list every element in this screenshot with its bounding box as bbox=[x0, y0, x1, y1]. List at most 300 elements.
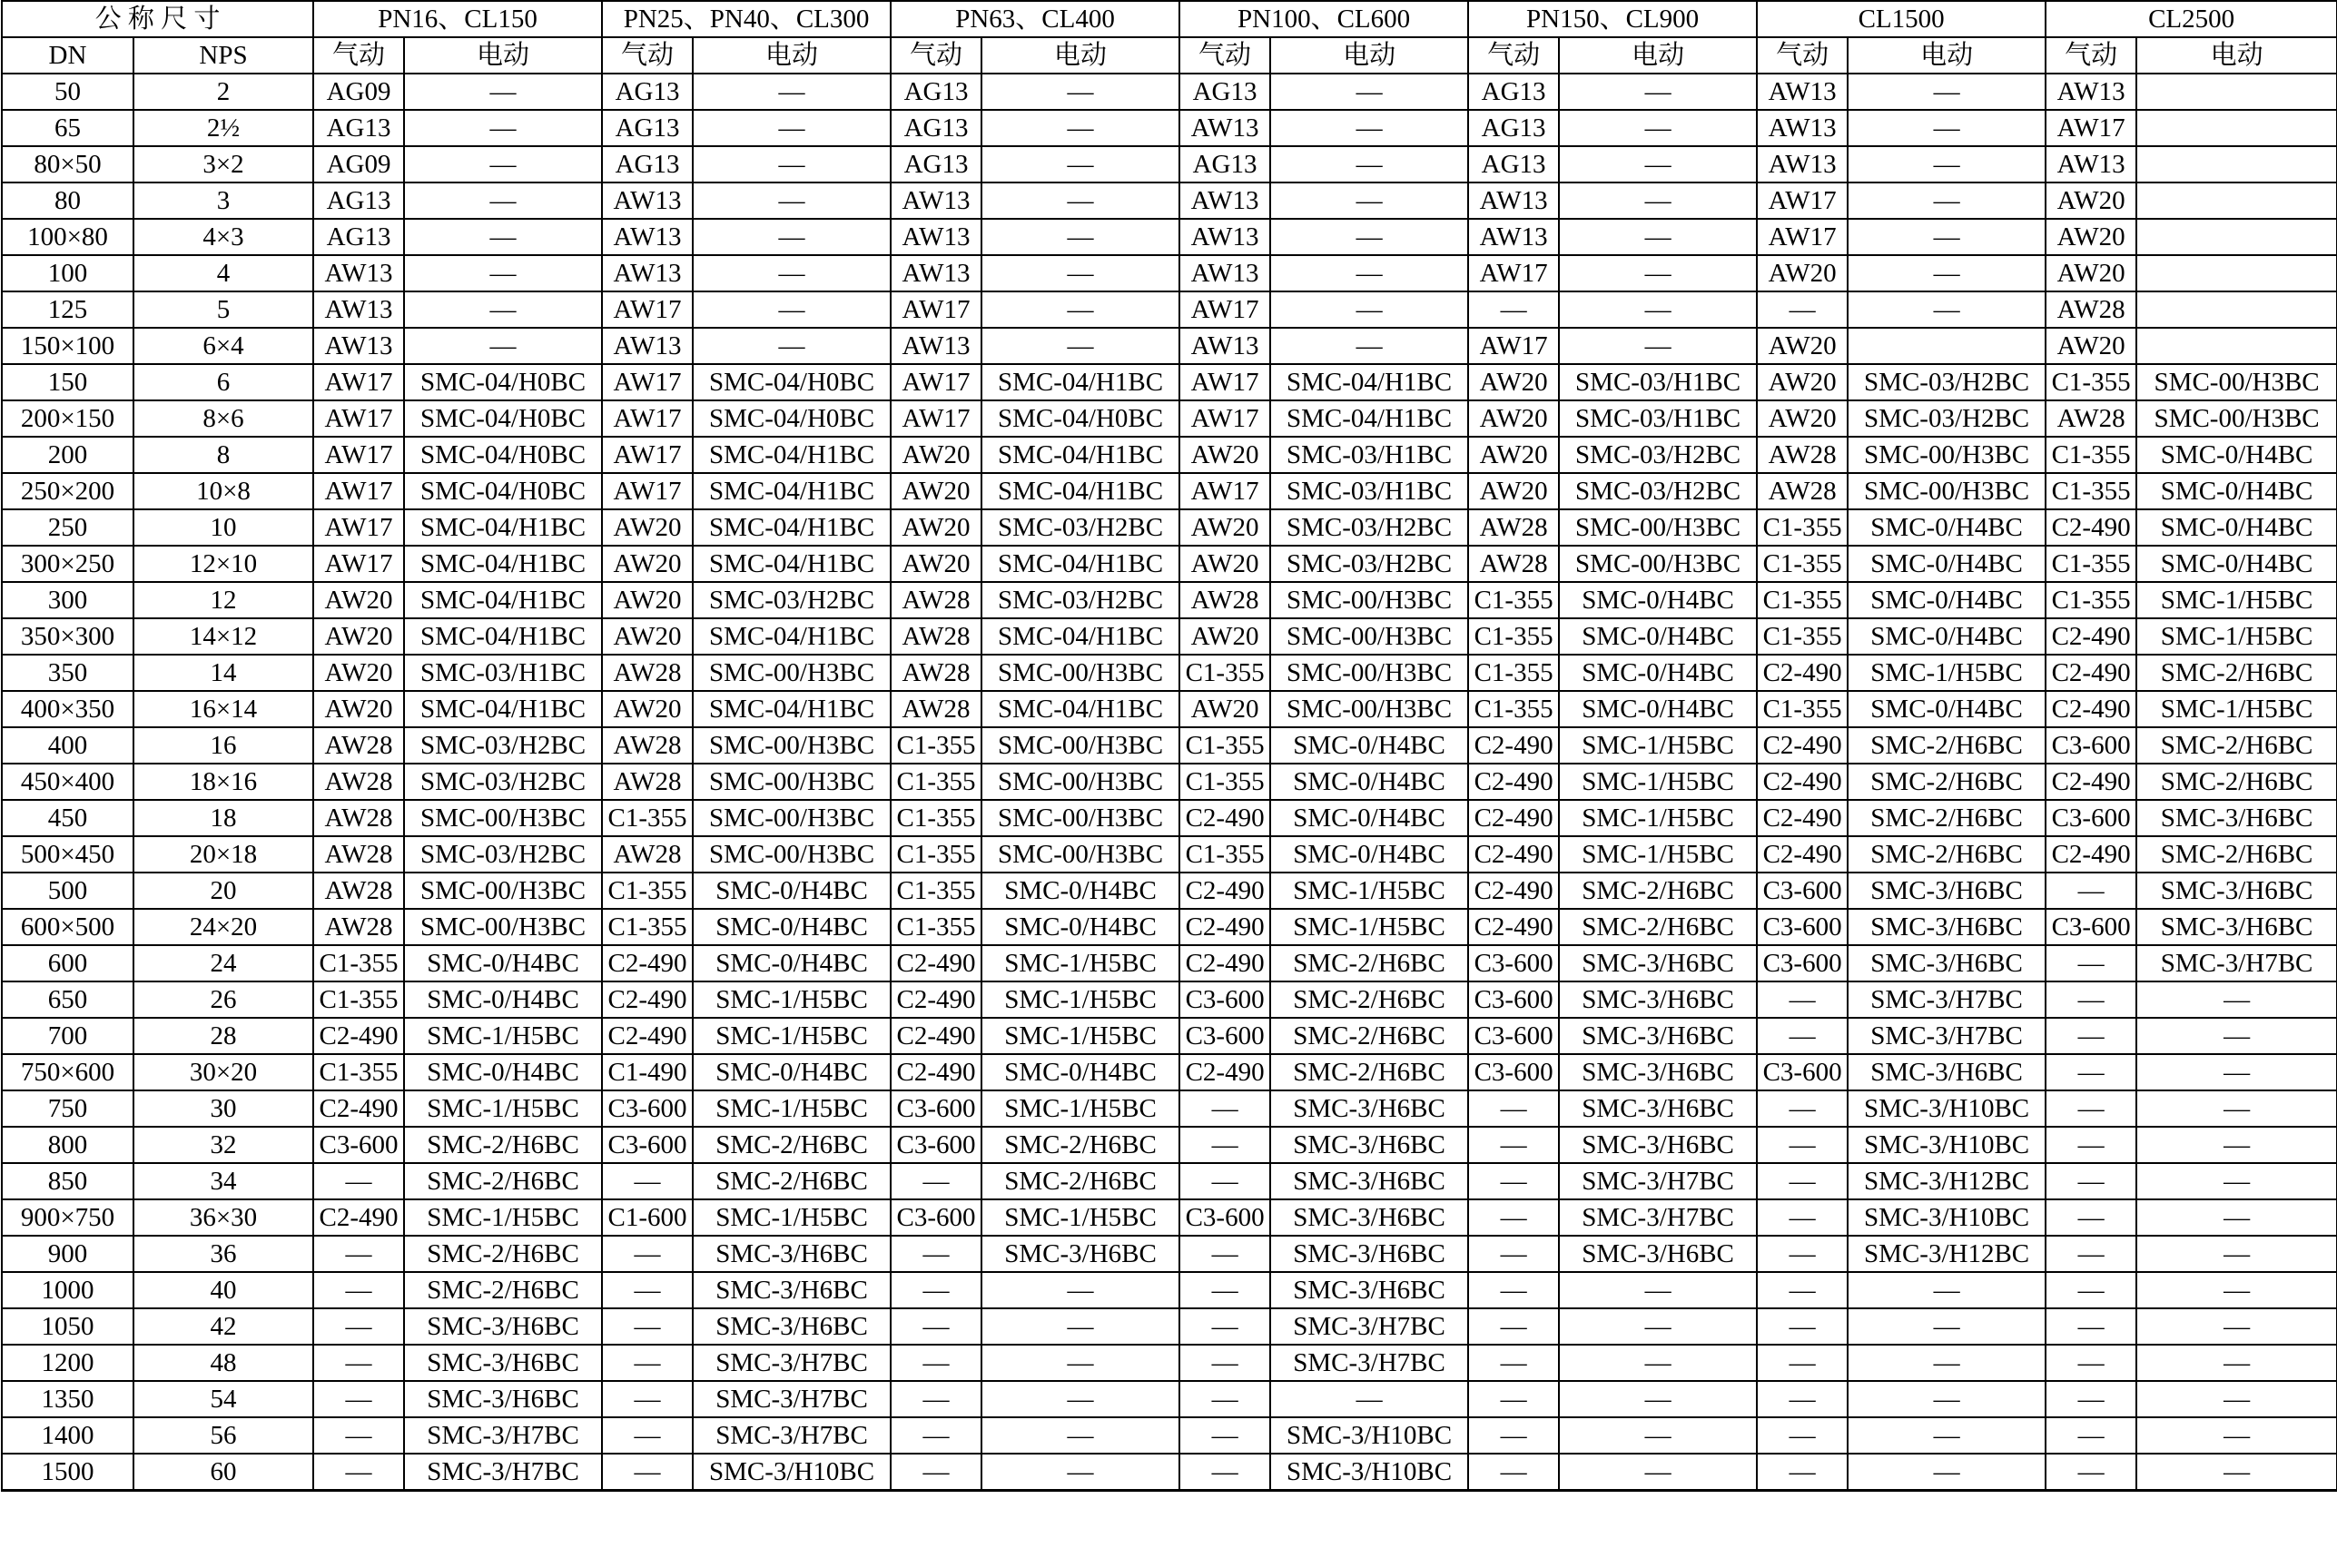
table-row bbox=[2, 437, 2337, 473]
table-row bbox=[2, 945, 2337, 981]
pneumatic-header: 气动 bbox=[313, 37, 404, 74]
electric-model-cell: — bbox=[1270, 146, 1468, 182]
electric-model-cell: SMC-3/H6BC bbox=[1848, 909, 2046, 945]
nps-cell: 12 bbox=[133, 582, 313, 618]
pneumatic-model-cell: C1-355 bbox=[1468, 655, 1559, 691]
pneumatic-model-cell: C2-490 bbox=[1468, 764, 1559, 800]
electric-model-cell: — bbox=[981, 146, 1179, 182]
nps-cell: 2 bbox=[133, 74, 313, 110]
electric-model-cell: SMC-2/H6BC bbox=[1270, 1054, 1468, 1090]
electric-model-cell: SMC-00/H3BC bbox=[404, 909, 602, 945]
dn-cell: 250 bbox=[2, 509, 133, 546]
electric-model-cell: — bbox=[981, 1345, 1179, 1381]
electric-model-cell: SMC-3/H6BC bbox=[2136, 909, 2337, 945]
pneumatic-model-cell: C3-600 bbox=[891, 1090, 981, 1127]
electric-model-cell: — bbox=[693, 182, 891, 219]
pneumatic-model-cell: AW13 bbox=[1179, 219, 1270, 255]
electric-model-cell: SMC-2/H6BC bbox=[1848, 727, 2046, 764]
electric-model-cell: SMC-3/H10BC bbox=[1848, 1127, 2046, 1163]
dn-cell: 800 bbox=[2, 1127, 133, 1163]
electric-model-cell: — bbox=[2136, 1018, 2337, 1054]
pneumatic-model-cell: AW20 bbox=[602, 509, 693, 546]
electric-model-cell: SMC-04/H1BC bbox=[693, 691, 891, 727]
pneumatic-model-cell: C1-355 bbox=[1179, 836, 1270, 873]
electric-model-cell: SMC-3/H10BC bbox=[1270, 1454, 1468, 1491]
electric-model-cell: — bbox=[1559, 1308, 1757, 1345]
dn-cell: 80×50 bbox=[2, 146, 133, 182]
electric-model-cell: SMC-3/H6BC bbox=[693, 1308, 891, 1345]
electric-model-cell: — bbox=[981, 1417, 1179, 1454]
pneumatic-model-cell: C2-490 bbox=[1468, 800, 1559, 836]
pneumatic-model-cell: AW20 bbox=[891, 473, 981, 509]
electric-model-cell: SMC-3/H7BC bbox=[2136, 945, 2337, 981]
nps-cell: 30×20 bbox=[133, 1054, 313, 1090]
pneumatic-model-cell: — bbox=[1468, 1417, 1559, 1454]
pneumatic-model-cell: C1-355 bbox=[1757, 618, 1848, 655]
pneumatic-model-cell: — bbox=[1757, 1381, 1848, 1417]
pneumatic-model-cell: AW20 bbox=[2046, 328, 2136, 364]
electric-model-cell: SMC-04/H1BC bbox=[981, 473, 1179, 509]
pneumatic-model-cell: C2-490 bbox=[2046, 618, 2136, 655]
electric-model-cell: — bbox=[981, 74, 1179, 110]
nps-cell: 54 bbox=[133, 1381, 313, 1417]
electric-model-cell: SMC-2/H6BC bbox=[1559, 873, 1757, 909]
class-header: PN25、PN40、CL300 bbox=[602, 1, 891, 37]
pneumatic-model-cell: C1-490 bbox=[602, 1054, 693, 1090]
pneumatic-model-cell: C1-355 bbox=[1468, 618, 1559, 655]
electric-model-cell: — bbox=[1848, 1454, 2046, 1491]
dn-cell: 850 bbox=[2, 1163, 133, 1199]
electric-model-cell: SMC-2/H6BC bbox=[981, 1127, 1179, 1163]
pneumatic-model-cell: — bbox=[602, 1381, 693, 1417]
pneumatic-model-cell: C2-490 bbox=[1757, 800, 1848, 836]
pneumatic-model-cell: C3-600 bbox=[602, 1090, 693, 1127]
electric-model-cell: SMC-2/H6BC bbox=[1848, 836, 2046, 873]
pneumatic-model-cell: AW20 bbox=[602, 691, 693, 727]
electric-model-cell: SMC-2/H6BC bbox=[2136, 727, 2337, 764]
electric-model-cell: — bbox=[2136, 1345, 2337, 1381]
pneumatic-model-cell: — bbox=[313, 1345, 404, 1381]
actuator-selection-table bbox=[1, 0, 2337, 1492]
class-header: CL1500 bbox=[1757, 1, 2046, 37]
electric-model-cell: SMC-1/H5BC bbox=[981, 1199, 1179, 1236]
table-row bbox=[2, 364, 2337, 400]
electric-model-cell: SMC-3/H7BC bbox=[693, 1417, 891, 1454]
electric-model-cell: SMC-3/H7BC bbox=[1559, 1163, 1757, 1199]
nps-cell: 60 bbox=[133, 1454, 313, 1491]
electric-model-cell: SMC-0/H4BC bbox=[693, 873, 891, 909]
electric-model-cell: SMC-2/H6BC bbox=[1848, 800, 2046, 836]
electric-model-cell: SMC-0/H4BC bbox=[1848, 582, 2046, 618]
pneumatic-model-cell: — bbox=[1468, 291, 1559, 328]
electric-model-cell: SMC-3/H12BC bbox=[1848, 1236, 2046, 1272]
pneumatic-model-cell: C1-355 bbox=[602, 873, 693, 909]
pneumatic-model-cell: AW28 bbox=[1757, 437, 1848, 473]
pneumatic-model-cell: AW20 bbox=[1179, 546, 1270, 582]
electric-model-cell: — bbox=[693, 328, 891, 364]
pneumatic-model-cell: — bbox=[1757, 1272, 1848, 1308]
electric-model-cell: — bbox=[693, 146, 891, 182]
electric-model-cell: SMC-3/H7BC bbox=[1559, 1199, 1757, 1236]
electric-model-cell: SMC-04/H0BC bbox=[693, 364, 891, 400]
electric-model-cell: SMC-00/H3BC bbox=[981, 836, 1179, 873]
dn-cell: 750 bbox=[2, 1090, 133, 1127]
electric-model-cell: SMC-1/H5BC bbox=[1270, 873, 1468, 909]
pneumatic-model-cell: — bbox=[1468, 1236, 1559, 1272]
pneumatic-model-cell: C1-355 bbox=[891, 727, 981, 764]
dn-cell: 700 bbox=[2, 1018, 133, 1054]
pneumatic-model-cell: — bbox=[1468, 1308, 1559, 1345]
pneumatic-model-cell: C3-600 bbox=[313, 1127, 404, 1163]
electric-model-cell: SMC-04/H1BC bbox=[693, 509, 891, 546]
electric-model-cell: SMC-04/H1BC bbox=[981, 546, 1179, 582]
pneumatic-model-cell: — bbox=[2046, 1417, 2136, 1454]
electric-model-cell: — bbox=[2136, 1272, 2337, 1308]
electric-model-cell: SMC-0/H4BC bbox=[981, 1054, 1179, 1090]
pneumatic-model-cell: C2-490 bbox=[1757, 836, 1848, 873]
table-row bbox=[2, 291, 2337, 328]
nps-cell: 18 bbox=[133, 800, 313, 836]
electric-model-cell: SMC-1/H5BC bbox=[693, 1199, 891, 1236]
pneumatic-model-cell: AW28 bbox=[313, 727, 404, 764]
pneumatic-model-cell: — bbox=[2046, 981, 2136, 1018]
dn-cell: 650 bbox=[2, 981, 133, 1018]
electric-model-cell: — bbox=[2136, 1054, 2337, 1090]
nps-cell: 6 bbox=[133, 364, 313, 400]
pneumatic-model-cell: — bbox=[1757, 1345, 1848, 1381]
pneumatic-model-cell: AW13 bbox=[1179, 182, 1270, 219]
pneumatic-model-cell: C2-490 bbox=[1468, 873, 1559, 909]
table-row bbox=[2, 1308, 2337, 1345]
dn-cell: 65 bbox=[2, 110, 133, 146]
pneumatic-model-cell: — bbox=[2046, 873, 2136, 909]
electric-model-cell: SMC-2/H6BC bbox=[981, 1163, 1179, 1199]
nps-cell: 20×18 bbox=[133, 836, 313, 873]
pneumatic-model-cell: — bbox=[2046, 1308, 2136, 1345]
pneumatic-model-cell: C3-600 bbox=[2046, 909, 2136, 945]
pneumatic-model-cell: — bbox=[602, 1345, 693, 1381]
pneumatic-model-cell: C1-355 bbox=[1179, 655, 1270, 691]
pneumatic-model-cell: C3-600 bbox=[1468, 981, 1559, 1018]
electric-model-cell: SMC-03/H2BC bbox=[404, 727, 602, 764]
electric-model-cell: SMC-2/H6BC bbox=[404, 1272, 602, 1308]
electric-model-cell: SMC-3/H6BC bbox=[1270, 1236, 1468, 1272]
electric-model-cell: SMC-2/H6BC bbox=[1270, 945, 1468, 981]
pneumatic-model-cell: AW13 bbox=[891, 219, 981, 255]
electric-model-cell: SMC-0/H4BC bbox=[1848, 509, 2046, 546]
electric-model-cell: SMC-03/H2BC bbox=[981, 509, 1179, 546]
electric-model-cell: SMC-0/H4BC bbox=[693, 945, 891, 981]
dn-cell: 350×300 bbox=[2, 618, 133, 655]
electric-model-cell: SMC-3/H10BC bbox=[1270, 1417, 1468, 1454]
pneumatic-model-cell: AW28 bbox=[313, 800, 404, 836]
electric-model-cell: — bbox=[981, 182, 1179, 219]
electric-model-cell: SMC-03/H2BC bbox=[404, 764, 602, 800]
electric-model-cell: — bbox=[2136, 1090, 2337, 1127]
pneumatic-model-cell: — bbox=[1179, 1236, 1270, 1272]
pneumatic-model-cell: AW20 bbox=[1468, 400, 1559, 437]
pneumatic-model-cell: C2-490 bbox=[891, 945, 981, 981]
electric-header: 电动 bbox=[404, 37, 602, 74]
electric-model-cell: SMC-3/H7BC bbox=[404, 1454, 602, 1491]
electric-model-cell: — bbox=[1848, 182, 2046, 219]
pneumatic-model-cell: AW17 bbox=[313, 546, 404, 582]
electric-model-cell: SMC-04/H1BC bbox=[693, 618, 891, 655]
pneumatic-model-cell: — bbox=[602, 1236, 693, 1272]
electric-model-cell: SMC-00/H3BC bbox=[981, 800, 1179, 836]
pneumatic-model-cell: AW17 bbox=[1179, 291, 1270, 328]
electric-model-cell: SMC-04/H1BC bbox=[404, 582, 602, 618]
dn-cell: 1200 bbox=[2, 1345, 133, 1381]
electric-model-cell: — bbox=[1559, 255, 1757, 291]
electric-model-cell: — bbox=[1848, 255, 2046, 291]
pneumatic-model-cell: AW20 bbox=[2046, 182, 2136, 219]
electric-model-cell bbox=[2136, 182, 2337, 219]
electric-model-cell: SMC-00/H3BC bbox=[2136, 400, 2337, 437]
pneumatic-model-cell: AW28 bbox=[313, 873, 404, 909]
pneumatic-model-cell: AW13 bbox=[891, 328, 981, 364]
pneumatic-model-cell: AW20 bbox=[602, 618, 693, 655]
dn-cell: 900×750 bbox=[2, 1199, 133, 1236]
nps-cell: 5 bbox=[133, 291, 313, 328]
table-row bbox=[2, 74, 2337, 110]
pneumatic-model-cell: AG09 bbox=[313, 146, 404, 182]
electric-model-cell: SMC-3/H6BC bbox=[1559, 1018, 1757, 1054]
pneumatic-model-cell: AW13 bbox=[1179, 110, 1270, 146]
electric-model-cell: SMC-2/H6BC bbox=[1848, 764, 2046, 800]
electric-model-cell: — bbox=[1848, 291, 2046, 328]
electric-model-cell: — bbox=[1559, 1272, 1757, 1308]
electric-model-cell: SMC-04/H1BC bbox=[1270, 400, 1468, 437]
class-header: PN63、CL400 bbox=[891, 1, 1179, 37]
pneumatic-model-cell: AW28 bbox=[602, 655, 693, 691]
pneumatic-model-cell: — bbox=[1757, 1090, 1848, 1127]
dn-cell: 100 bbox=[2, 255, 133, 291]
pneumatic-model-cell: — bbox=[2046, 1090, 2136, 1127]
pneumatic-model-cell: C2-490 bbox=[1468, 836, 1559, 873]
electric-model-cell: SMC-00/H3BC bbox=[693, 800, 891, 836]
electric-model-cell: SMC-1/H5BC bbox=[404, 1018, 602, 1054]
electric-model-cell: SMC-0/H4BC bbox=[404, 1054, 602, 1090]
electric-model-cell: SMC-04/H1BC bbox=[981, 691, 1179, 727]
pneumatic-model-cell: AW20 bbox=[1468, 437, 1559, 473]
class-header: PN150、CL900 bbox=[1468, 1, 1757, 37]
pneumatic-model-cell: — bbox=[1468, 1345, 1559, 1381]
pneumatic-model-cell: — bbox=[313, 1236, 404, 1272]
dn-cell: 1400 bbox=[2, 1417, 133, 1454]
electric-model-cell: — bbox=[1848, 1308, 2046, 1345]
electric-model-cell bbox=[2136, 291, 2337, 328]
electric-model-cell: SMC-3/H7BC bbox=[1848, 1018, 2046, 1054]
electric-model-cell: SMC-2/H6BC bbox=[1270, 981, 1468, 1018]
electric-model-cell: SMC-3/H6BC bbox=[1559, 981, 1757, 1018]
pneumatic-model-cell: AG13 bbox=[313, 110, 404, 146]
dn-cell: 350 bbox=[2, 655, 133, 691]
pneumatic-header: 气动 bbox=[2046, 37, 2136, 74]
electric-header: 电动 bbox=[1270, 37, 1468, 74]
table-row bbox=[2, 1381, 2337, 1417]
pneumatic-model-cell: — bbox=[1179, 1454, 1270, 1491]
electric-model-cell: SMC-0/H4BC bbox=[1848, 618, 2046, 655]
table-row bbox=[2, 1090, 2337, 1127]
pneumatic-model-cell: AW13 bbox=[891, 182, 981, 219]
electric-model-cell: — bbox=[2136, 1381, 2337, 1417]
electric-model-cell: SMC-3/H7BC bbox=[404, 1417, 602, 1454]
pneumatic-model-cell: — bbox=[2046, 1018, 2136, 1054]
pneumatic-model-cell: AW28 bbox=[602, 727, 693, 764]
electric-model-cell: SMC-03/H2BC bbox=[1270, 509, 1468, 546]
electric-model-cell: SMC-3/H6BC bbox=[1559, 1054, 1757, 1090]
nps-cell: 40 bbox=[133, 1272, 313, 1308]
pneumatic-model-cell: C3-600 bbox=[1468, 1018, 1559, 1054]
dn-cell: 1000 bbox=[2, 1272, 133, 1308]
pneumatic-model-cell: C2-490 bbox=[602, 981, 693, 1018]
pneumatic-model-cell: AW17 bbox=[313, 400, 404, 437]
pneumatic-model-cell: C2-490 bbox=[602, 1018, 693, 1054]
electric-model-cell: — bbox=[693, 110, 891, 146]
electric-model-cell: SMC-3/H6BC bbox=[1559, 1127, 1757, 1163]
pneumatic-model-cell: — bbox=[1468, 1454, 1559, 1491]
electric-model-cell: SMC-00/H3BC bbox=[693, 764, 891, 800]
pneumatic-model-cell: AW20 bbox=[313, 691, 404, 727]
electric-model-cell: SMC-3/H6BC bbox=[1270, 1163, 1468, 1199]
electric-model-cell: — bbox=[404, 146, 602, 182]
table-row bbox=[2, 727, 2337, 764]
pneumatic-model-cell: AW20 bbox=[891, 546, 981, 582]
electric-model-cell: SMC-3/H10BC bbox=[693, 1454, 891, 1491]
pneumatic-model-cell: C1-355 bbox=[1757, 582, 1848, 618]
pneumatic-model-cell: — bbox=[2046, 945, 2136, 981]
nps-cell: 6×4 bbox=[133, 328, 313, 364]
electric-model-cell: SMC-04/H1BC bbox=[981, 364, 1179, 400]
pneumatic-model-cell: C2-490 bbox=[1468, 727, 1559, 764]
electric-model-cell: SMC-00/H3BC bbox=[1270, 655, 1468, 691]
pneumatic-model-cell: AW20 bbox=[1179, 509, 1270, 546]
electric-model-cell: SMC-2/H6BC bbox=[693, 1163, 891, 1199]
pneumatic-model-cell: C2-490 bbox=[2046, 691, 2136, 727]
table-row bbox=[2, 219, 2337, 255]
electric-model-cell: SMC-3/H6BC bbox=[1559, 1236, 1757, 1272]
electric-model-cell: — bbox=[404, 110, 602, 146]
electric-model-cell: — bbox=[1559, 1417, 1757, 1454]
table-row bbox=[2, 873, 2337, 909]
pneumatic-model-cell: — bbox=[1757, 1127, 1848, 1163]
pneumatic-model-cell: AW17 bbox=[1179, 400, 1270, 437]
nps-cell: 24 bbox=[133, 945, 313, 981]
pneumatic-model-cell: — bbox=[891, 1163, 981, 1199]
electric-model-cell: SMC-00/H3BC bbox=[1270, 691, 1468, 727]
pneumatic-model-cell: AW17 bbox=[1179, 473, 1270, 509]
electric-model-cell: SMC-3/H10BC bbox=[1848, 1090, 2046, 1127]
electric-model-cell: SMC-1/H5BC bbox=[2136, 618, 2337, 655]
electric-model-cell: SMC-04/H1BC bbox=[404, 546, 602, 582]
dn-header: DN bbox=[2, 37, 133, 74]
pneumatic-model-cell: AW17 bbox=[313, 437, 404, 473]
pneumatic-model-cell: AW20 bbox=[313, 655, 404, 691]
electric-model-cell: — bbox=[1270, 110, 1468, 146]
electric-model-cell: SMC-0/H4BC bbox=[1848, 691, 2046, 727]
electric-model-cell: SMC-0/H4BC bbox=[1270, 727, 1468, 764]
pneumatic-model-cell: — bbox=[891, 1345, 981, 1381]
nps-header: NPS bbox=[133, 37, 313, 74]
electric-model-cell: SMC-00/H3BC bbox=[693, 655, 891, 691]
electric-model-cell: SMC-04/H0BC bbox=[404, 400, 602, 437]
pneumatic-model-cell: — bbox=[1757, 1308, 1848, 1345]
pneumatic-model-cell: — bbox=[2046, 1272, 2136, 1308]
pneumatic-model-cell: — bbox=[602, 1308, 693, 1345]
dn-cell: 200×150 bbox=[2, 400, 133, 437]
pneumatic-model-cell: — bbox=[1468, 1199, 1559, 1236]
pneumatic-model-cell: — bbox=[1757, 1236, 1848, 1272]
pneumatic-model-cell: AG13 bbox=[1179, 146, 1270, 182]
pneumatic-model-cell: AW20 bbox=[602, 582, 693, 618]
pneumatic-model-cell: — bbox=[2046, 1163, 2136, 1199]
table-row bbox=[2, 1272, 2337, 1308]
pneumatic-model-cell: — bbox=[313, 1381, 404, 1417]
pneumatic-model-cell: — bbox=[1468, 1127, 1559, 1163]
dn-cell: 600 bbox=[2, 945, 133, 981]
dn-cell: 500 bbox=[2, 873, 133, 909]
electric-model-cell: SMC-0/H4BC bbox=[1559, 582, 1757, 618]
table-row bbox=[2, 1236, 2337, 1272]
electric-model-cell: SMC-03/H2BC bbox=[404, 836, 602, 873]
electric-model-cell: — bbox=[2136, 1454, 2337, 1491]
size-group-header: 公 称 尺 寸 bbox=[2, 1, 313, 37]
pneumatic-model-cell: — bbox=[2046, 1199, 2136, 1236]
table-row bbox=[2, 400, 2337, 437]
table-body bbox=[2, 74, 2337, 1491]
electric-model-cell bbox=[2136, 146, 2337, 182]
pneumatic-model-cell: C1-355 bbox=[2046, 364, 2136, 400]
pneumatic-model-cell: C2-490 bbox=[1757, 764, 1848, 800]
pneumatic-model-cell: — bbox=[891, 1381, 981, 1417]
pneumatic-model-cell: AW28 bbox=[891, 618, 981, 655]
electric-model-cell: SMC-04/H1BC bbox=[693, 473, 891, 509]
pneumatic-model-cell: AW20 bbox=[1757, 364, 1848, 400]
pneumatic-model-cell: AW17 bbox=[1757, 219, 1848, 255]
nps-cell: 3 bbox=[133, 182, 313, 219]
pneumatic-model-cell: C2-490 bbox=[1179, 800, 1270, 836]
electric-model-cell: SMC-00/H3BC bbox=[981, 655, 1179, 691]
electric-model-cell: SMC-03/H2BC bbox=[981, 582, 1179, 618]
pneumatic-model-cell: AW20 bbox=[1468, 364, 1559, 400]
electric-model-cell: SMC-0/H4BC bbox=[2136, 546, 2337, 582]
pneumatic-model-cell: AW20 bbox=[1468, 473, 1559, 509]
pneumatic-model-cell: — bbox=[1468, 1272, 1559, 1308]
pneumatic-model-cell: — bbox=[1179, 1127, 1270, 1163]
electric-model-cell: SMC-2/H6BC bbox=[1559, 909, 1757, 945]
electric-model-cell: SMC-04/H0BC bbox=[981, 400, 1179, 437]
electric-model-cell: — bbox=[404, 74, 602, 110]
electric-model-cell: SMC-3/H6BC bbox=[981, 1236, 1179, 1272]
pneumatic-header: 气动 bbox=[891, 37, 981, 74]
class-header: CL2500 bbox=[2046, 1, 2337, 37]
nps-cell: 2½ bbox=[133, 110, 313, 146]
pneumatic-model-cell: C1-355 bbox=[1179, 764, 1270, 800]
dn-cell: 1050 bbox=[2, 1308, 133, 1345]
electric-model-cell: SMC-00/H3BC bbox=[1270, 618, 1468, 655]
pneumatic-model-cell: AW20 bbox=[2046, 255, 2136, 291]
electric-model-cell: SMC-1/H5BC bbox=[981, 1018, 1179, 1054]
pneumatic-model-cell: C1-355 bbox=[313, 981, 404, 1018]
pneumatic-model-cell: AW17 bbox=[602, 400, 693, 437]
pneumatic-model-cell: AW28 bbox=[602, 764, 693, 800]
pneumatic-model-cell: — bbox=[2046, 1054, 2136, 1090]
electric-model-cell: SMC-3/H7BC bbox=[1848, 981, 2046, 1018]
electric-header: 电动 bbox=[693, 37, 891, 74]
nps-cell: 16×14 bbox=[133, 691, 313, 727]
pneumatic-model-cell: C1-355 bbox=[602, 909, 693, 945]
